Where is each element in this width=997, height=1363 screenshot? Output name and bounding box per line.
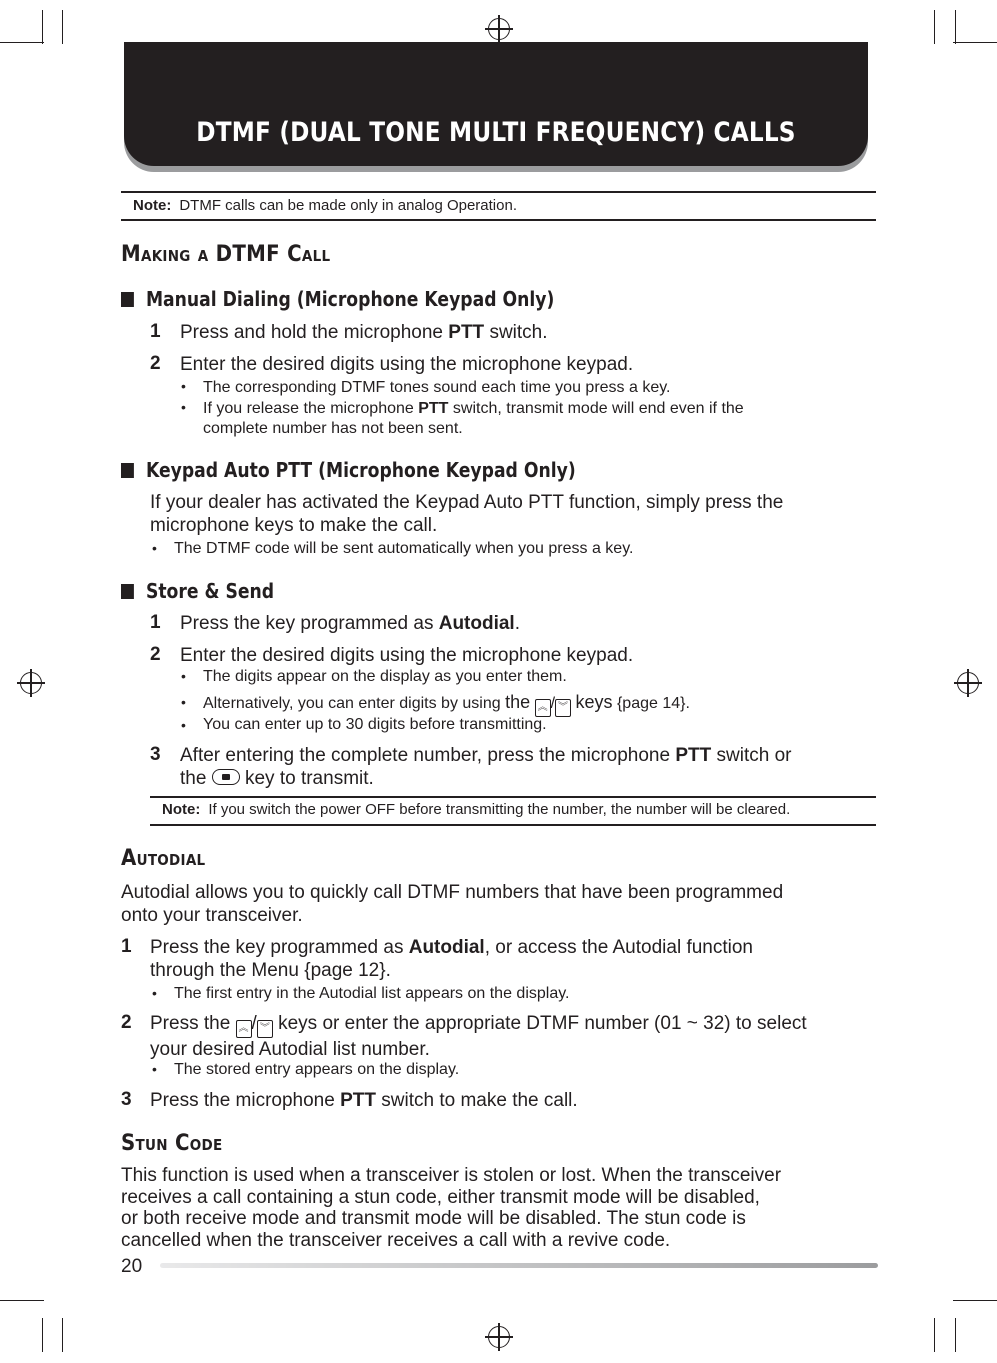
text: Alternatively, you can enter digits by using bbox=[203, 695, 506, 712]
bullet-text: The first entry in the Autodial list appears on the display. bbox=[174, 985, 570, 1002]
text: Press and hold the microphone bbox=[180, 322, 449, 343]
text: switch. bbox=[484, 322, 548, 343]
bullet-dot: • bbox=[152, 1061, 157, 1077]
up-key-icon: ︽ bbox=[236, 1020, 252, 1038]
bold-text: Autodial bbox=[438, 613, 515, 634]
step-number: 2 bbox=[121, 1012, 132, 1033]
footer-bar bbox=[160, 1263, 878, 1268]
text: Press the key programmed as bbox=[150, 937, 409, 958]
text: cancelled when the transceiver receives a call with a revive code. bbox=[121, 1229, 671, 1251]
text: switch, transmit mode will end even if the bbox=[448, 400, 744, 417]
text: keys bbox=[575, 692, 613, 712]
page-number: 20 bbox=[121, 1256, 143, 1277]
note bbox=[133, 197, 517, 214]
crop-mark bbox=[42, 10, 43, 44]
step-text: Enter the desired digits using the microphone keypad. bbox=[180, 354, 634, 375]
text: microphone keys to make the call. bbox=[150, 515, 438, 536]
step-text bbox=[180, 744, 791, 790]
note bbox=[162, 801, 790, 818]
step-text: Enter the desired digits using the microphone keypad. bbox=[180, 645, 634, 666]
transmit-key-icon bbox=[212, 769, 240, 785]
down-key-icon: ︾ bbox=[257, 1020, 273, 1038]
step-text: Press the ︽ / ︾ keys or enter the appropriate DTMF number (01 ~ 32) to select your desired Autodial list number. bbox=[150, 1013, 807, 1060]
subheading-keypad bbox=[121, 458, 576, 482]
divider bbox=[150, 824, 876, 826]
bullet-dot: • bbox=[181, 694, 186, 710]
text: After entering the complete number, press the microphone bbox=[180, 745, 676, 766]
bold-text: PTT bbox=[448, 322, 485, 343]
registration-mark bbox=[488, 1326, 510, 1348]
square-bullet-icon bbox=[121, 463, 134, 478]
text: If you release the microphone bbox=[203, 400, 419, 417]
text: Press the key programmed as bbox=[180, 613, 439, 634]
crop-mark bbox=[934, 10, 935, 44]
subheading-text: Keypad Auto PTT (Microphone Keypad Only) bbox=[145, 458, 576, 482]
bullet-text: The stored entry appears on the display. bbox=[174, 1061, 460, 1078]
square-bullet-icon bbox=[121, 584, 134, 599]
text: This function is used when a transceiver is stolen or lost. When the transceiver bbox=[121, 1165, 782, 1186]
bullet-text: The DTMF code will be sent automatically when you press a key. bbox=[174, 540, 634, 557]
bullet-text: The corresponding DTMF tones sound each time you press a key. bbox=[203, 379, 671, 396]
text: the bbox=[180, 768, 207, 789]
crop-mark bbox=[955, 10, 956, 44]
step-number: 1 bbox=[150, 612, 161, 633]
bullet-text: Alternatively, you can enter digits by using the ︽ / ︾ keys {page 14}. bbox=[203, 692, 690, 717]
note-label: Note: bbox=[133, 197, 172, 214]
step-text bbox=[180, 321, 548, 344]
text: switch or bbox=[711, 745, 792, 766]
text: through the Menu {page 12}. bbox=[150, 960, 391, 981]
step-number: 3 bbox=[121, 1089, 132, 1110]
step-text bbox=[150, 1089, 578, 1112]
text: keys or enter the appropriate DTMF number (01 ~ 32) to select bbox=[278, 1013, 807, 1034]
crop-mark bbox=[0, 1300, 44, 1301]
bullet-dot: • bbox=[181, 399, 186, 415]
text: Press the microphone bbox=[150, 1090, 341, 1111]
crop-mark bbox=[42, 1318, 43, 1352]
crop-mark bbox=[955, 1318, 956, 1352]
bullet-dot: • bbox=[181, 717, 186, 733]
bold-text: PTT bbox=[675, 745, 712, 766]
text: receives a call containing a stun code, either transmit mode will be disabled, bbox=[121, 1186, 760, 1208]
bullet-dot: • bbox=[152, 985, 157, 1001]
registration-mark bbox=[957, 672, 979, 694]
bullet-dot: • bbox=[181, 378, 186, 394]
bullet-text bbox=[203, 399, 744, 439]
up-key-icon: ︽ bbox=[535, 699, 551, 717]
crop-mark bbox=[934, 1318, 935, 1352]
bold-text: PTT bbox=[418, 400, 449, 417]
subheading-store bbox=[121, 579, 274, 603]
paragraph bbox=[121, 1165, 781, 1251]
crop-mark bbox=[953, 42, 997, 43]
step-number: 2 bbox=[150, 353, 161, 374]
header-banner bbox=[124, 42, 868, 166]
crop-mark bbox=[62, 10, 63, 44]
note-text: DTMF calls can be made only in analog Operation. bbox=[179, 197, 517, 214]
registration-mark bbox=[20, 672, 42, 694]
bullet-dot: • bbox=[152, 540, 157, 556]
step-text bbox=[150, 936, 753, 982]
crop-mark bbox=[953, 1300, 997, 1301]
text: , or access the Autodial function bbox=[484, 937, 753, 958]
divider bbox=[121, 191, 876, 193]
text: the bbox=[505, 692, 531, 712]
bullet-text: You can enter up to 30 digits before transmitting. bbox=[203, 716, 547, 733]
text: switch to make the call. bbox=[375, 1090, 578, 1111]
text: Autodial allows you to quickly call DTMF numbers that have been programmed bbox=[121, 882, 784, 903]
note-text: If you switch the power OFF before transmitting the number, the number will be cleared. bbox=[208, 801, 791, 818]
note-label: Note: bbox=[162, 801, 201, 818]
section-heading-making: Making a DTMF Call bbox=[121, 242, 331, 267]
section-heading-stun: Stun Code bbox=[121, 1131, 223, 1156]
text: key to transmit. bbox=[244, 768, 374, 789]
page-reference: {page 14}. bbox=[616, 695, 690, 712]
text: If your dealer has activated the Keypad Auto PTT function, simply press the bbox=[150, 492, 784, 513]
bold-text: Autodial bbox=[408, 937, 485, 958]
step-number: 2 bbox=[150, 644, 161, 665]
step-number: 1 bbox=[121, 936, 132, 957]
divider bbox=[150, 796, 876, 798]
crop-mark bbox=[0, 42, 44, 43]
paragraph bbox=[150, 491, 783, 537]
bullet-text: The digits appear on the display as you enter them. bbox=[203, 668, 567, 685]
registration-mark bbox=[488, 18, 510, 40]
subheading-text: Manual Dialing (Microphone Keypad Only) bbox=[145, 287, 555, 311]
crop-mark bbox=[62, 1318, 63, 1352]
step-text bbox=[180, 612, 520, 635]
square-bullet-icon bbox=[121, 292, 134, 307]
bullet-dot: • bbox=[181, 668, 186, 684]
subheading-text: Store & Send bbox=[145, 579, 275, 603]
subheading-manual bbox=[121, 287, 554, 311]
text: onto your transceiver. bbox=[121, 905, 303, 926]
paragraph bbox=[121, 881, 783, 927]
text: your desired Autodial list number. bbox=[150, 1039, 430, 1060]
page-title: DTMF (DUAL TONE MULTI FREQUENCY) CALLS bbox=[196, 117, 796, 148]
down-key-icon: ︾ bbox=[555, 699, 571, 717]
step-number: 1 bbox=[150, 321, 161, 342]
step-number: 3 bbox=[150, 744, 161, 765]
section-heading-autodial: Autodial bbox=[121, 846, 206, 871]
text: complete number has not been sent. bbox=[203, 420, 463, 437]
text: Press the bbox=[150, 1013, 231, 1034]
text: or both receive mode and transmit mode will be disabled. The stun code is bbox=[121, 1208, 746, 1229]
divider bbox=[121, 219, 876, 221]
bold-text: PTT bbox=[340, 1090, 376, 1111]
text: . bbox=[514, 613, 520, 634]
